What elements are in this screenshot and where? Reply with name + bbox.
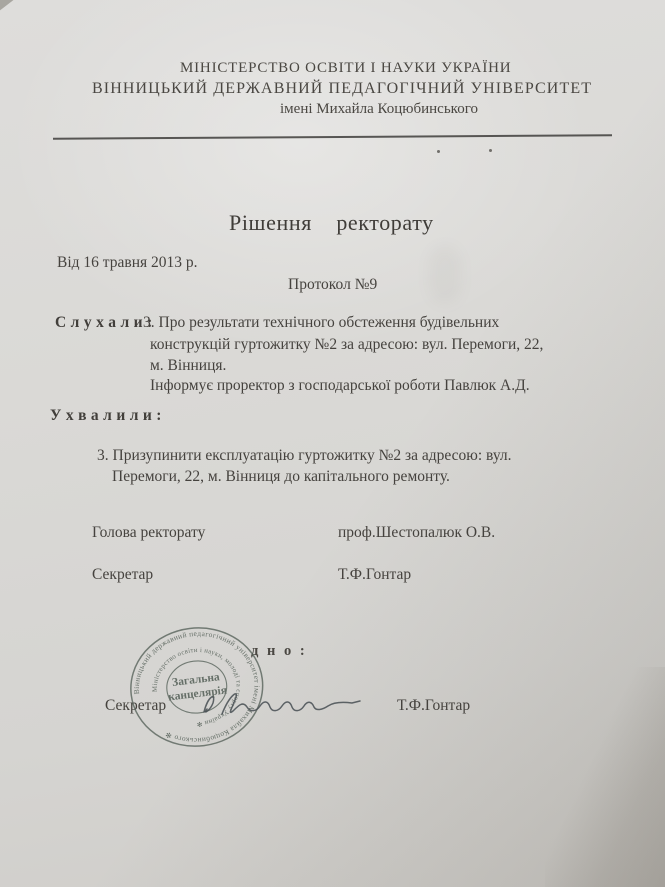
signature-name-secretary: Т.Ф.Гонтар bbox=[338, 566, 412, 583]
handwritten-signature bbox=[192, 684, 367, 724]
stamp-outer-ring-text: Вінницький державний педагогічний університет імені Михайла Коцюбинського ✻ bbox=[131, 628, 262, 746]
resolved-line: 3. Призупинити експлуатацію гуртожитку №2 за адресою: вул. bbox=[97, 447, 512, 464]
stamp-center-line2: канцелярія bbox=[167, 684, 228, 704]
ink-dot bbox=[437, 150, 440, 153]
resolved-label: У х в а л и л и : bbox=[50, 407, 162, 424]
heard-line: конструкцій гуртожитку №2 за адресою: вул. Перемоги, 22, bbox=[150, 336, 544, 353]
signature-name-head: проф.Шестопалюк О.В. bbox=[338, 524, 496, 541]
paper-edge-shadow bbox=[545, 667, 665, 887]
ink-bleed-smudge bbox=[428, 246, 462, 304]
stamp-center-line1: Загальна bbox=[171, 671, 221, 689]
document-date: Від 16 травня 2013 р. bbox=[57, 254, 198, 271]
stamp-inner-ring-text: Міністерство освіти і науки, молоді та спорту України ✻ bbox=[151, 646, 242, 728]
signature-role-secretary: Секретар bbox=[92, 566, 154, 583]
certification-role: Секретар bbox=[105, 697, 167, 714]
letterhead-ministry: МІНІСТЕРСТВО ОСВІТИ І НАУКИ УКРАЇНИ bbox=[180, 60, 512, 76]
letterhead-named-after: імені Михайла Коцюбинського bbox=[280, 101, 478, 117]
certification-name: Т.Ф.Гонтар bbox=[397, 697, 471, 714]
photo-corner-artifact bbox=[0, 0, 20, 13]
signature-role-head: Голова ректорату bbox=[92, 524, 206, 541]
resolved-line: Перемоги, 22, м. Вінниця до капітального ремонту. bbox=[112, 468, 450, 485]
heard-line: м. Вінниця. bbox=[150, 357, 227, 374]
letterhead-divider bbox=[53, 134, 612, 139]
certification-fragment: д н о : bbox=[251, 643, 308, 659]
document-title: Рішення ректорату bbox=[229, 210, 434, 235]
heard-line: Інформує проректор з господарської роботи Павлюк А.Д. bbox=[150, 377, 530, 394]
heard-label: С л у х а л и : bbox=[55, 314, 153, 331]
heard-line: 3. Про результати технічного обстеження будівельних bbox=[143, 314, 500, 331]
letterhead-university: ВІННИЦЬКИЙ ДЕРЖАВНИЙ ПЕДАГОГІЧНИЙ УНІВЕРСИТЕТ bbox=[92, 80, 593, 97]
protocol-number: Протокол №9 bbox=[288, 276, 378, 293]
ink-dot bbox=[489, 149, 492, 152]
